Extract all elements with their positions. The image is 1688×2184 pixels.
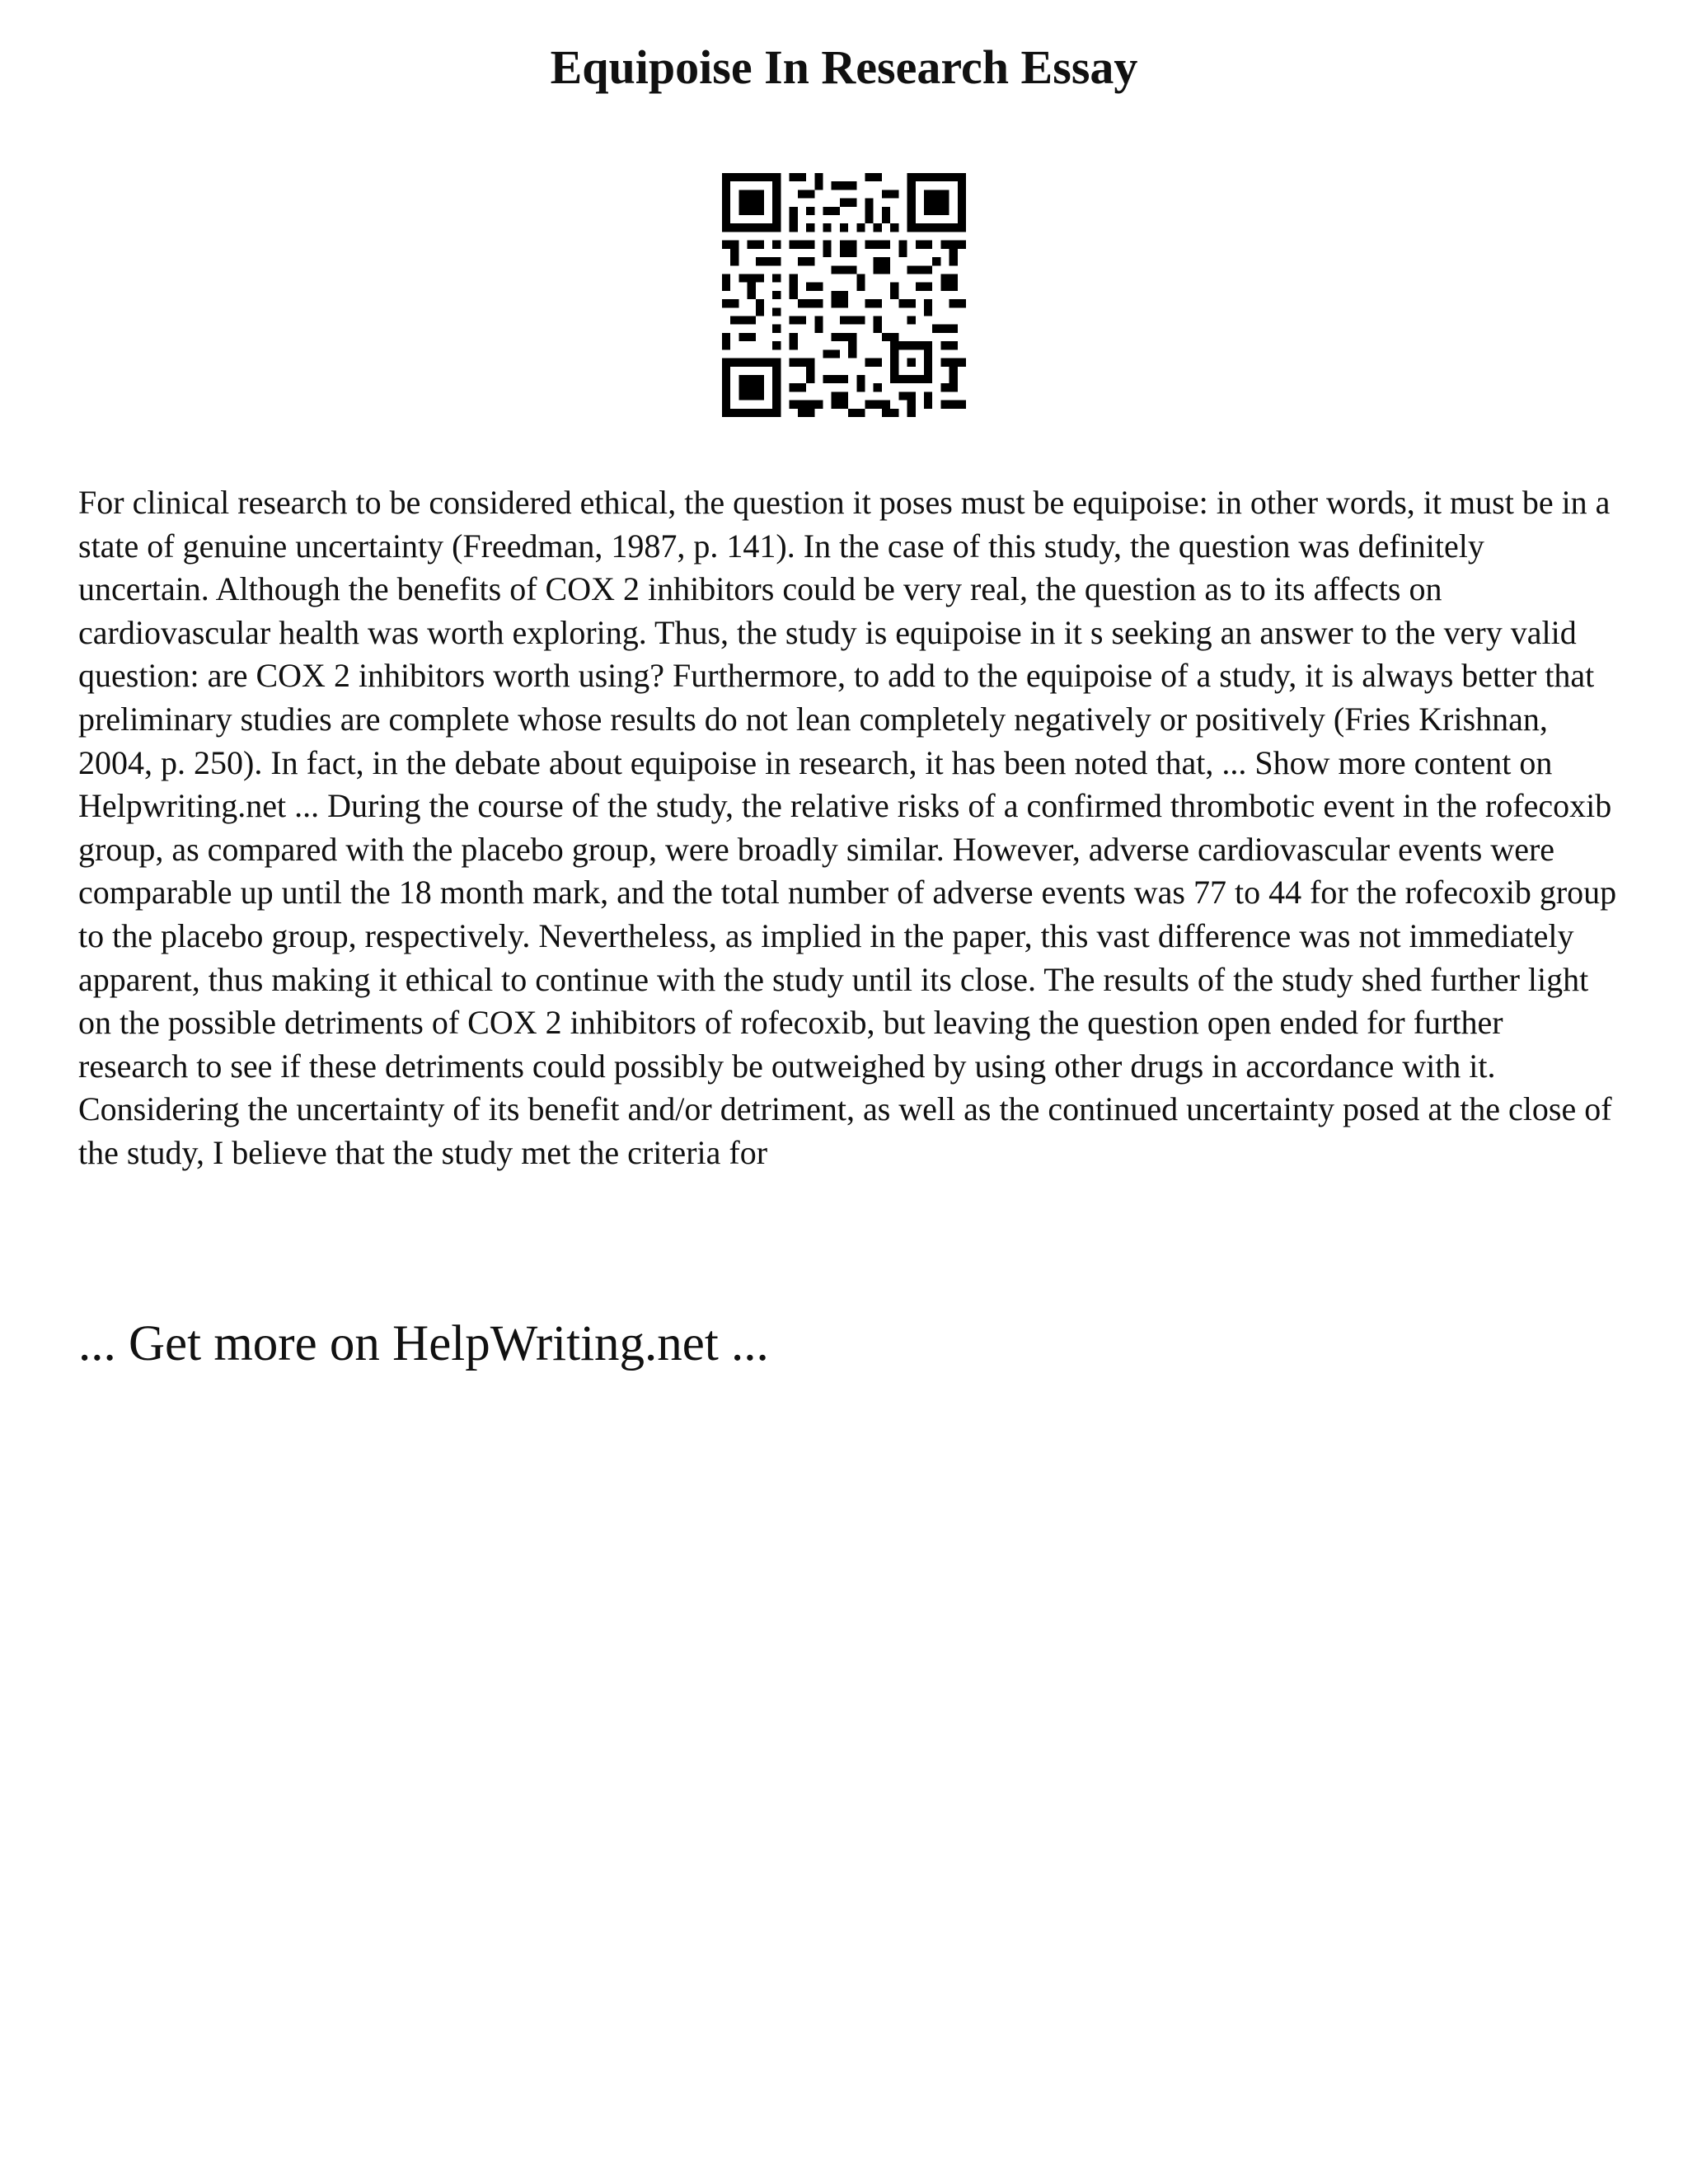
page-title: Equipoise In Research Essay	[550, 40, 1138, 94]
qr-code-icon	[722, 173, 966, 417]
essay-body-text: For clinical research to be considered ethical, the question it poses must be equipoise: in other words, it must be in a state of genuine uncertainty (Freedman, 1987, p. 141). In the case of this study, the question was definitely uncertain. Although the benefits of COX 2 inhibitors could be very real, the question as to its affects on cardiovascular health was worth exploring. Thus, the study is equipoise in it s seeking an answer to the very valid question: are COX 2 inhibitors worth using? Furthermore, to add to the equipoise of a study, it is always better that preliminary studies are complete whose results do not lean completely negatively or positively (Fries Krishnan, 2004, p. 250). In fact, in the debate about equipoise in research, it has been noted that, ... Show more content on Helpwriting.net ... During the course of the study, the relative risks of a confirmed thrombotic event in the rofecoxib group, as compared with the placebo group, were broadly similar. However, adverse cardiovascular events were comparable up until the 18 month mark, and the total number of adverse events was 77 to 44 for the rofecoxib group to the placebo group, respectively. Nevertheless, as implied in the paper, this vast difference was not immediately apparent, thus making it ethical to continue with the study until its close. The results of the study shed further light on the possible detriments of COX 2 inhibitors of rofecoxib, but leaving the question open ended for further research to see if these detriments could possibly be outweighed by using other drugs in accordance with it. Considering the uncertainty of its benefit and/or detriment, as well as the continued uncertainty posed at the close of the study, I believe that the study met the criteria for	[78, 484, 1617, 1171]
get-more-link[interactable]: ... Get more on HelpWriting.net ...	[78, 1316, 769, 1371]
